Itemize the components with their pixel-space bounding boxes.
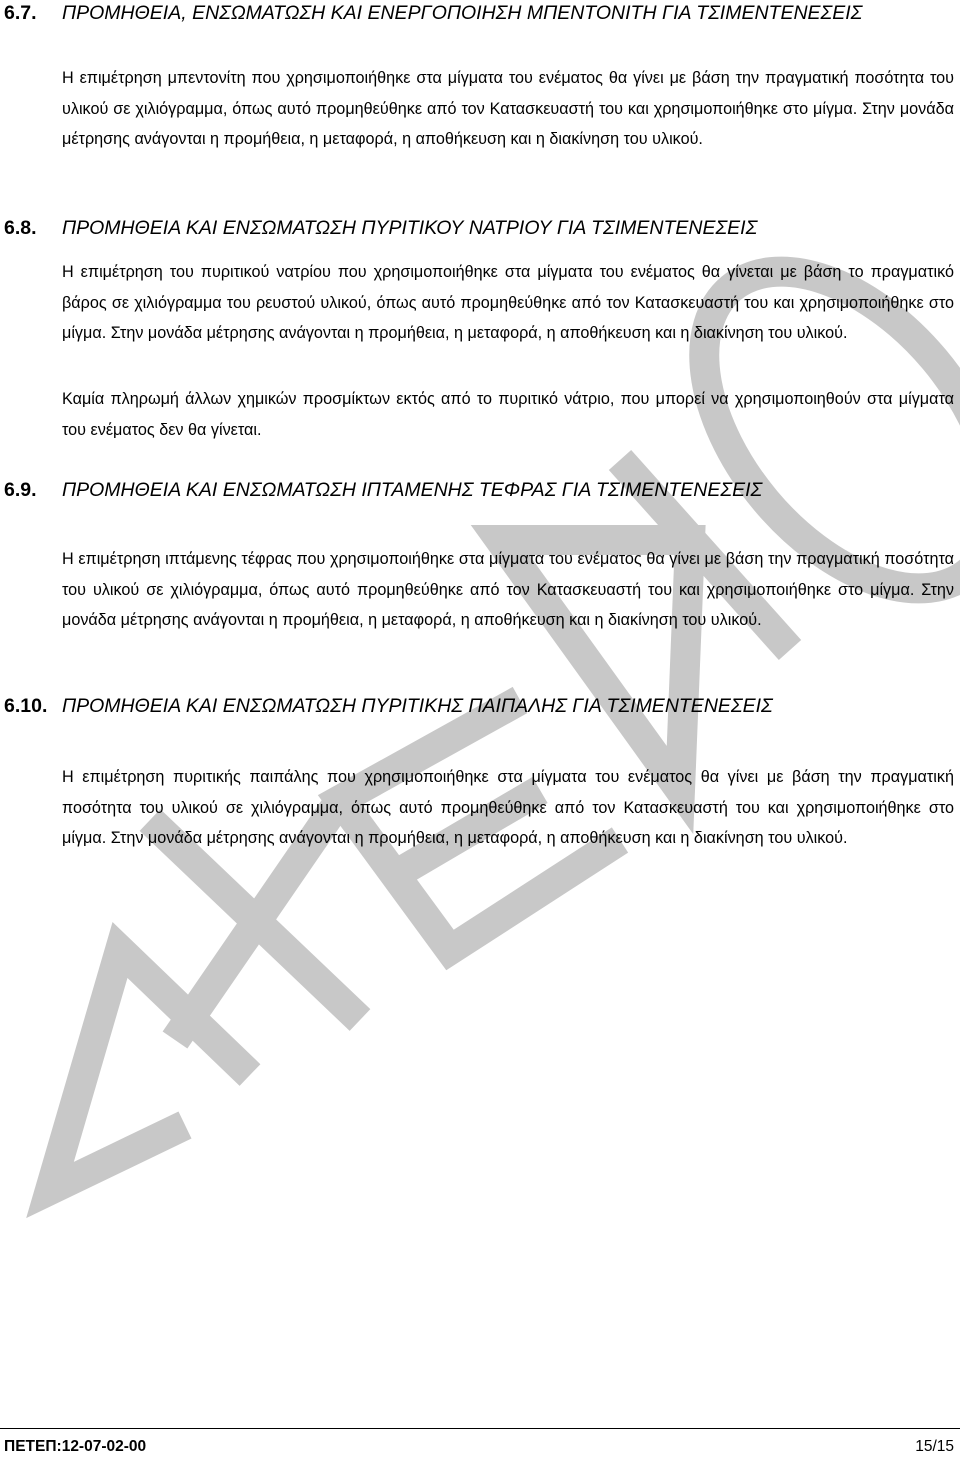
- footer-page-number: 15/15: [915, 1438, 954, 1455]
- section-paragraph: Η επιμέτρηση πυριτικής παιπάλης που χρησιμοποιήθηκε στα μίγματα του ενέματος θα γίνει με βάση την πραγματική ποσότητα του υλικού σε χιλιόγραμμα, όπως αυτό προμηθεύθηκε από τον Κατασκευαστή του και χρησιμοποιήθηκε στο μίγμα. Στην μονάδα μέτρησης ανάγονται η προμήθεια, η μεταφορά, η αποθήκευση και η διακίνηση του υλικού.: [62, 768, 954, 847]
- section-paragraph: Η επιμέτρηση ιπτάμενης τέφρας που χρησιμοποιήθηκε στα μίγματα του ενέματος θα γίνει με βάση την πραγματική ποσότητα του υλικού σε χιλιόγραμμα, όπως αυτό προμηθεύθηκε από τον Κατασκευαστή του και χρησιμοποιήθηκε στο μίγμα. Στην μονάδα μέτρησης ανάγονται η προμήθεια, η μεταφορά, η αποθήκευση και η διακίνηση του υλικού.: [62, 550, 954, 629]
- section-title: ΠΡΟΜΗΘΕΙΑ ΚΑΙ ΕΝΣΩΜΑΤΩΣΗ ΙΠΤΑΜΕΝΗΣ ΤΕΦΡΑΣ ΓΙΑ ΤΣΙΜΕΝΤΕΝΕΣΕΙΣ: [62, 479, 763, 501]
- section-number: 6.9.: [4, 479, 37, 501]
- section-paragraph: Η επιμέτρηση μπεντονίτη που χρησιμοποιήθηκε στα μίγματα του ενέματος θα γίνει με βάση την πραγματική ποσότητα του υλικού σε χιλιόγραμμα, όπως αυτό προμηθεύθηκε από τον Κατασκευαστή του και χρησιμοποιήθηκε στο μίγμα. Στην μονάδα μέτρησης ανάγονται η προμήθεια, η μεταφορά, η αποθήκευση και η διακίνηση του υλικού.: [62, 69, 954, 148]
- section-title: ΠΡΟΜΗΘΕΙΑ, ΕΝΣΩΜΑΤΩΣΗ ΚΑΙ ΕΝΕΡΓΟΠΟΙΗΣΗ ΜΠΕΝΤΟΝΙΤΗ ΓΙΑ ΤΣΙΜΕΝΤΕΝΕΣΕΙΣ: [62, 2, 863, 24]
- footer-doc-code: ΠΕΤΕΠ:12-07-02-00: [4, 1438, 147, 1455]
- section-title: ΠΡΟΜΗΘΕΙΑ ΚΑΙ ΕΝΣΩΜΑΤΩΣΗ ΠΥΡΙΤΙΚΟΥ ΝΑΤΡΙΟΥ ΓΙΑ ΤΣΙΜΕΝΤΕΝΕΣΕΙΣ: [62, 217, 758, 239]
- section-number: 6.8.: [4, 217, 37, 239]
- section-number: 6.10.: [4, 695, 48, 717]
- section-paragraph: Η επιμέτρηση του πυριτικού νατρίου που χρησιμοποιήθηκε στα μίγματα του ενέματος θα γίνεται με βάση το πραγματικό βάρος σε χιλιόγραμμα του ρευστού υλικού, όπως αυτό προμηθεύθηκε από τον Κατασκευαστή του και χρησιμοποιήθηκε στο μίγμα. Στην μονάδα μέτρησης ανάγονται η προμήθεια, η μεταφορά, η αποθήκευση και η διακίνηση του υλικού.: [62, 263, 954, 342]
- section-paragraph: Καμία πληρωμή άλλων χημικών προσμίκτων εκτός από το πυριτικό νάτριο, που μπορεί να χρησιμοποιηθούν στα μίγματα του ενέματος δεν θα γίνεται.: [62, 390, 954, 439]
- section-title: ΠΡΟΜΗΘΕΙΑ ΚΑΙ ΕΝΣΩΜΑΤΩΣΗ ΠΥΡΙΤΙΚΗΣ ΠΑΙΠΑΛΗΣ ΓΙΑ ΤΣΙΜΕΝΤΕΝΕΣΕΙΣ: [62, 695, 773, 717]
- section-number: 6.7.: [4, 2, 37, 24]
- footer-rule: [0, 1428, 960, 1429]
